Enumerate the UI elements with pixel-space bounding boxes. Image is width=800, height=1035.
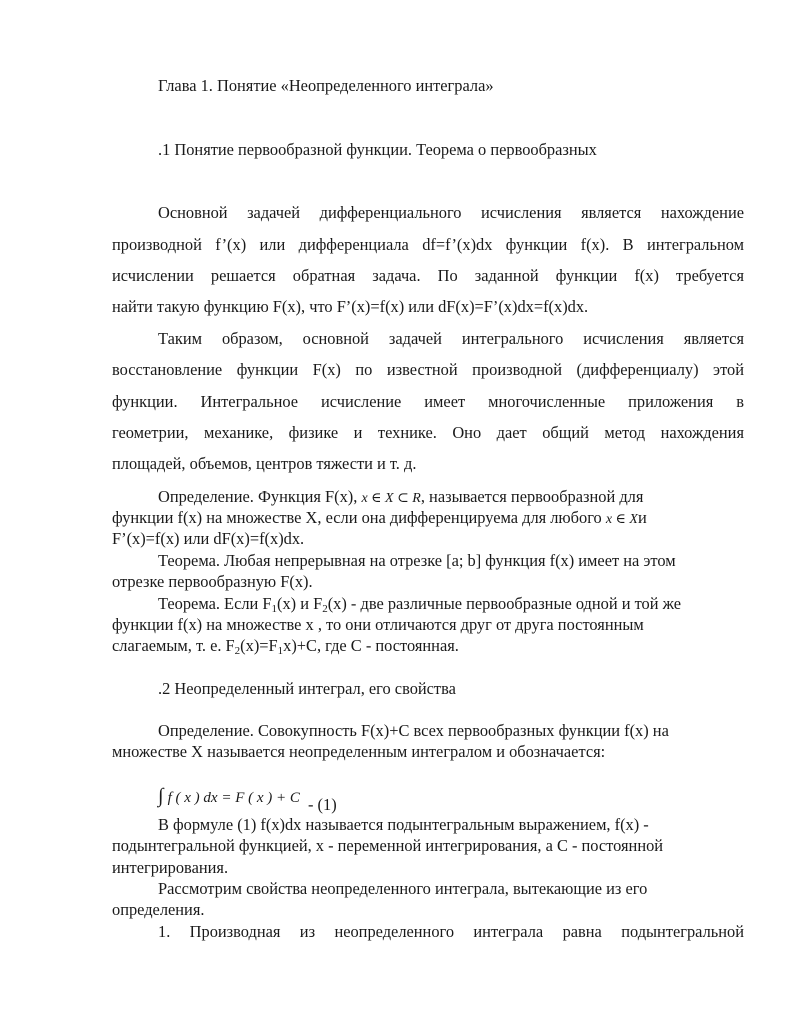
formula-body: f ( x ) dx = F ( x ) + C [167,790,300,806]
paragraph-line: площадей, объемов, центров тяжести и т. д. [112,454,417,473]
theorem-line: отрезке первообразную F(x). [112,572,313,591]
theorem-line: Теорема. Любая непрерывная на отрезке [a; b] функция f(x) имеет на этом [158,551,676,570]
definition-line: Определение. Совокупность F(x)+C всех первообразных функции f(x) на [158,721,669,740]
paragraph-line: Рассмотрим свойства неопределенного интеграла, вытекающие из его [158,879,648,898]
paragraph-line: подынтегральной функцией, x - переменной интегрирования, а C - постоянной [112,836,664,855]
section-title-2: .2 Неопределенный интеграл, его свойства [158,679,456,698]
theorem-line: слагаемым, т. е. $F_2(x)=F_1x)+C$, где C - постоянная. [112,636,459,657]
integral-sign: ∫ [158,785,164,807]
theorem-line: функции f(x) на множестве x , то они отличаются друг от друга постоянным [112,615,644,634]
definition-line: множестве X называется неопределенным интегралом и обозначается: [112,742,606,761]
paragraph-line: исчислении решается обратная задача. По заданной функции f(x) требуется [112,266,744,285]
paragraph-line: Основной задачей дифференциального исчисления является нахождение [158,203,744,222]
definition-line: F’(x)=f(x) или dF(x)=f(x)dx. [112,529,305,548]
formula-label: - (1) [308,795,337,814]
paragraph-line: определения. [112,900,205,919]
paragraph-line: производной f’(x) или дифференциала df=f’(x)dx функции f(x). В интегральном [112,235,744,254]
paragraph-line: В формуле (1) f(x)dx называется подынтегральным выражением, f(x) - [158,815,649,834]
math-inline: x ∈ X [605,512,638,527]
paragraph-line: восстановление функции F(x) по известной производной (дифференциалу) этой [112,360,744,379]
section-title-1: .1 Понятие первообразной функции. Теорема о первообразных [158,140,597,159]
paragraph-line: геометрии, механике, физике и технике. Оно дает общий метод нахождения [112,423,744,442]
theorem-line: Теорема. Если $F_1(x)$ и $F_2(x)$ - две различные первообразные одной и той же [158,594,681,615]
definition-line: функции f(x) на множестве X, если она дифференцируема для любого x ∈ Xи [112,508,647,527]
paragraph-line: найти такую функцию F(x), что F’(x)=f(x) или dF(x)=F’(x)dx=f(x)dx. [112,297,589,316]
definition-line: Определение. Функция F(x), x ∈ X ⊂ R, называется первообразной для [158,487,644,506]
chapter-title: Глава 1. Понятие «Неопределенного интеграла» [158,76,494,95]
math-inline: x ∈ X ⊂ R [361,491,421,506]
paragraph-line: 1. Производная из неопределенного интеграла равна подынтегральной [158,922,744,941]
paragraph-line: интегрирования. [112,858,229,877]
paragraph-line: функции. Интегральное исчисление имеет многочисленные приложения в [112,392,744,411]
paragraph-line: Таким образом, основной задачей интегрального исчисления является [158,329,744,348]
formula-1 [158,785,337,814]
